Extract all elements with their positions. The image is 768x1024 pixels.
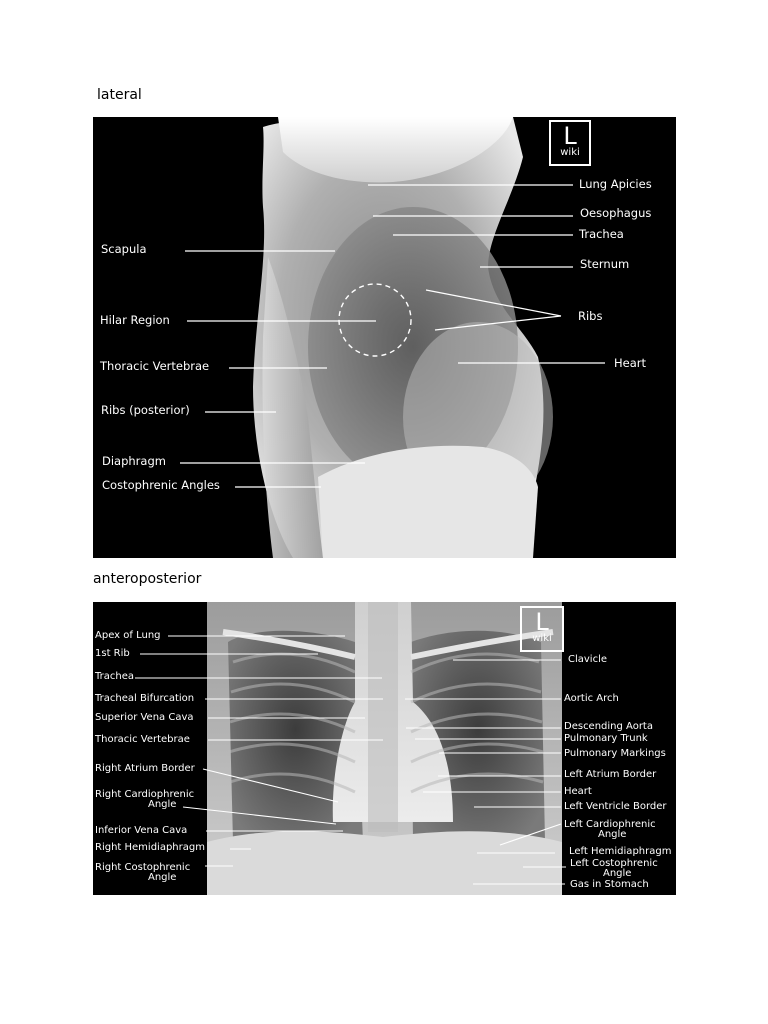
label-left-cardiophrenic-line1: Left Cardiophrenic bbox=[564, 819, 656, 830]
label-oesophagus: Oesophagus bbox=[580, 206, 652, 220]
label-thoracic-vertebrae-ap: Thoracic Vertebrae bbox=[95, 734, 190, 745]
logo-letter: L bbox=[535, 608, 549, 636]
label-costophrenic-angles: Costophrenic Angles bbox=[102, 478, 220, 492]
logo-word: wiki bbox=[560, 147, 580, 158]
label-1st-rib: 1st Rib bbox=[95, 648, 130, 659]
label-ribs: Ribs bbox=[578, 309, 603, 323]
label-heart-ap: Heart bbox=[564, 786, 592, 797]
label-hilar-region: Hilar Region bbox=[100, 313, 170, 327]
lateral-caption: lateral bbox=[97, 87, 142, 103]
label-right-atrium-border: Right Atrium Border bbox=[95, 763, 195, 774]
label-aortic-arch: Aortic Arch bbox=[564, 693, 619, 704]
label-right-costophrenic-line2: Angle bbox=[148, 872, 177, 883]
label-left-cardiophrenic-line2: Angle bbox=[598, 829, 627, 840]
label-left-hemidiaphragm: Left Hemidiaphragm bbox=[569, 846, 672, 857]
label-gas-in-stomach: Gas in Stomach bbox=[570, 879, 649, 890]
logo-letter: L bbox=[563, 122, 577, 150]
ap-xray-panel bbox=[93, 602, 676, 895]
label-superior-vena-cava: Superior Vena Cava bbox=[95, 712, 194, 723]
label-clavicle: Clavicle bbox=[568, 654, 608, 665]
lateral-xray-panel bbox=[93, 117, 676, 558]
label-lung-apicies: Lung Apicies bbox=[579, 177, 652, 191]
label-trachea-ap: Trachea bbox=[95, 671, 134, 682]
label-tracheal-bifurcation: Tracheal Bifurcation bbox=[95, 693, 195, 704]
label-trachea: Trachea bbox=[579, 227, 624, 241]
label-right-costophrenic-line1: Right Costophrenic bbox=[95, 862, 191, 873]
label-apex-of-lung: Apex of Lung bbox=[95, 630, 161, 641]
ap-wiki-logo bbox=[520, 606, 564, 652]
label-scapula: Scapula bbox=[101, 242, 147, 256]
label-thoracic-vertebrae: Thoracic Vertebrae bbox=[100, 359, 210, 373]
label-ribs-posterior: Ribs (posterior) bbox=[101, 403, 190, 417]
label-heart: Heart bbox=[614, 356, 647, 370]
label-left-costophrenic-line2: Angle bbox=[603, 868, 632, 879]
label-sternum: Sternum bbox=[580, 257, 630, 271]
label-right-cardiophrenic-line2: Angle bbox=[148, 799, 177, 810]
anteroposterior-caption: anteroposterior bbox=[93, 571, 202, 587]
label-right-cardiophrenic-line1: Right Cardiophrenic bbox=[95, 789, 195, 800]
label-left-costophrenic-line1: Left Costophrenic bbox=[570, 858, 658, 869]
label-left-atrium-border: Left Atrium Border bbox=[564, 769, 657, 780]
label-diaphragm: Diaphragm bbox=[102, 454, 166, 468]
logo-word: wiki bbox=[532, 633, 552, 644]
lateral-wiki-logo bbox=[549, 120, 591, 166]
label-descending-aorta: Descending Aorta bbox=[564, 721, 653, 732]
label-right-hemidiaphragm: Right Hemidiaphragm bbox=[95, 842, 205, 853]
label-inferior-vena-cava: Inferior Vena Cava bbox=[95, 825, 188, 836]
label-pulmonary-trunk: Pulmonary Trunk bbox=[564, 733, 648, 744]
label-left-ventricle-border: Left Ventricle Border bbox=[564, 801, 667, 812]
label-pulmonary-markings: Pulmonary Markings bbox=[564, 748, 666, 759]
